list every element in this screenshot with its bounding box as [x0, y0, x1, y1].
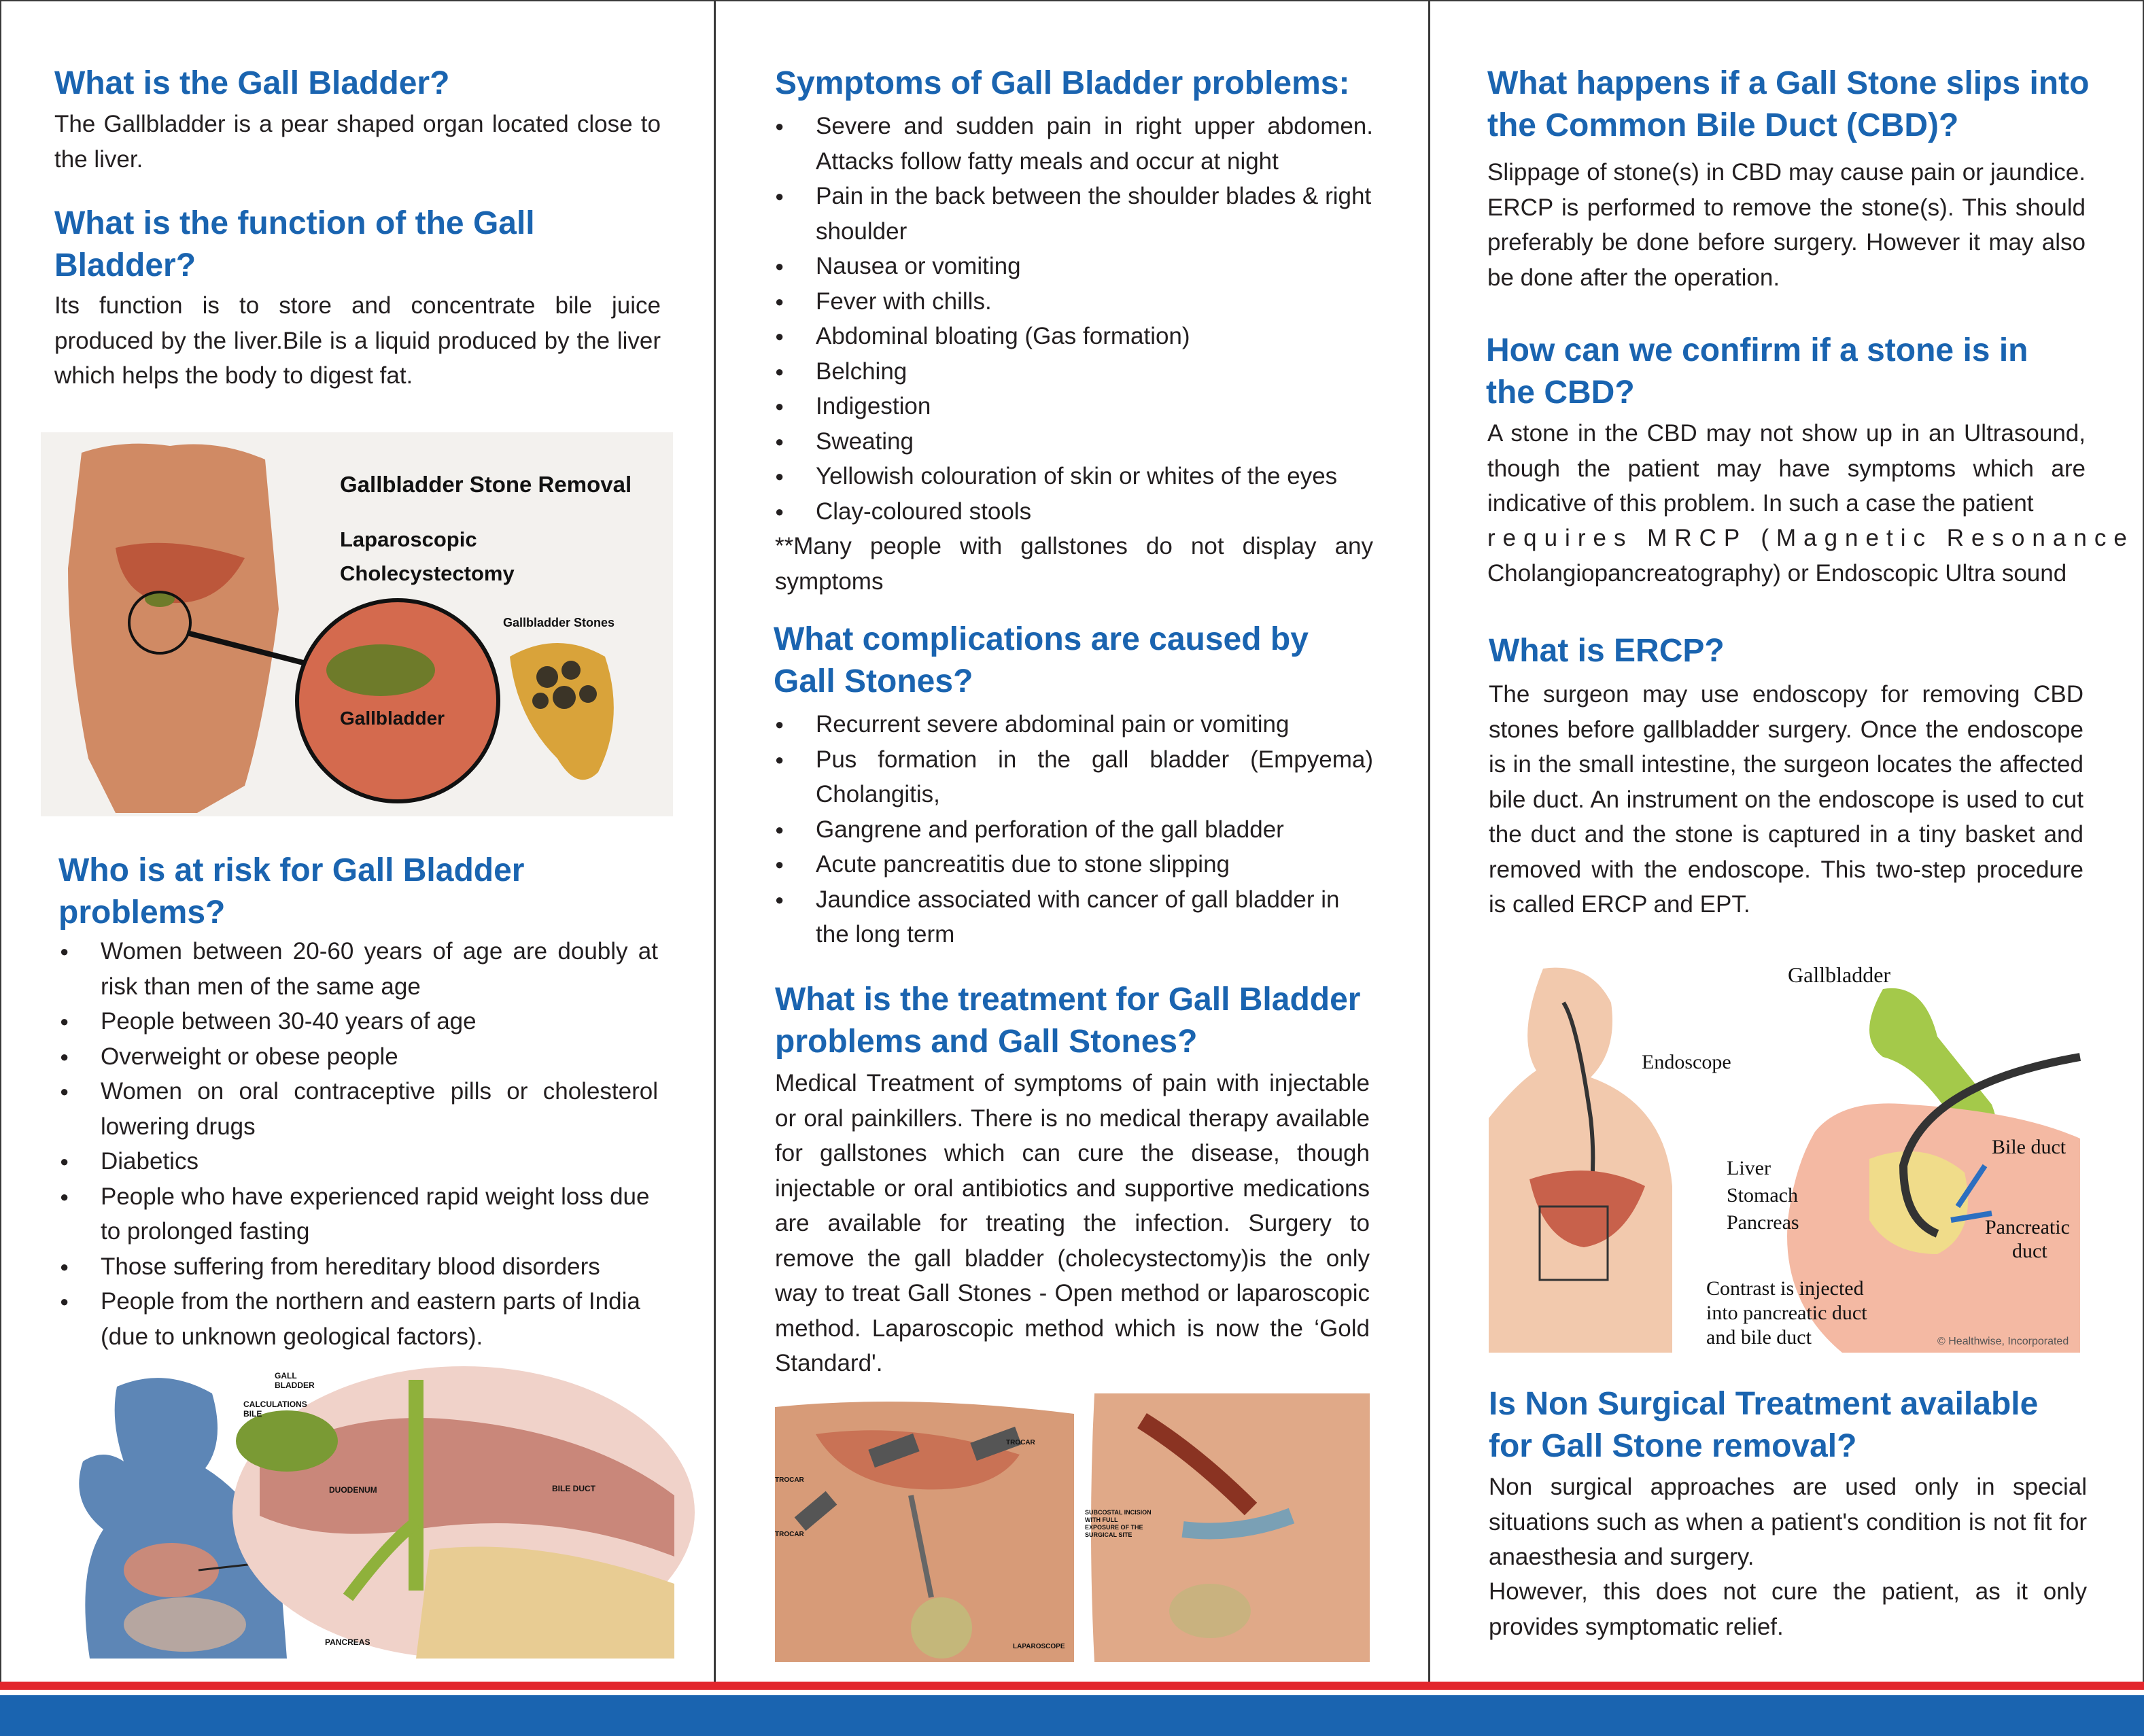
- list-item: ● Clay-coloured stools: [775, 494, 1373, 530]
- label-bile-duct: BILE DUCT: [552, 1484, 595, 1493]
- heading-non-surgical: Is Non Surgical Treatment available for Gall Stone removal?: [1489, 1386, 2039, 1464]
- label-trocar-3: TROCAR: [775, 1531, 804, 1538]
- footer-white-gap: [0, 1690, 2144, 1695]
- ercp-procedure-illustration: [1489, 962, 2087, 1353]
- heading-cbd-slip: What happens if a Gall Stone slips into the Common Bile Duct (CBD)?: [1487, 65, 2090, 143]
- answer-treatment: Medical Treatment of symptoms of pain with injectable or oral painkillers. There is no medical therapy available for gallstones which can cure the disease, though injectable or oral antibiotics and supportive medications are available for treating the infection. Surgery to remove the gall bladder (cholecystectomy)is the only way to treat Gall Stones - Open method or laparoscopic method. Laparoscopic method which is now the ‘Gold Standard'.: [775, 1070, 1370, 1376]
- list-item: ● Severe and sudden pain in right upper abdomen. Attacks follow fatty meals and occur at night: [775, 109, 1373, 179]
- panel-divider-right: [1428, 0, 1430, 1736]
- label-liver: Liver: [1727, 1157, 1771, 1179]
- label-trocar-2: TROCAR: [775, 1476, 804, 1484]
- list-item: ● Women between 20-60 years of age are doubly at risk than men of the same age: [60, 934, 658, 1004]
- list-item: ● Those suffering from hereditary blood disorders: [60, 1249, 658, 1285]
- answer-cbd-slip: Slippage of stone(s) in CBD may cause pain or jaundice. ERCP is performed to remove the stone(s). This should preferably be done before surgery. However it may also be done after the operation.: [1487, 159, 2086, 291]
- label-pancreas: Pancreas: [1727, 1211, 1799, 1234]
- answer-non-surgical-1: Non surgical approaches are used only in special situations such as when a patient's condition is not fit for anaesthesia and surgery.: [1489, 1474, 2087, 1570]
- label-gall: GALL: [275, 1371, 297, 1381]
- list-item: ● People who have experienced rapid weight loss due to prolonged fasting: [60, 1179, 658, 1249]
- list-item: ● Abdominal bloating (Gas formation): [775, 319, 1373, 354]
- heading-complications: What complications are caused by Gall Stones?: [774, 621, 1309, 699]
- answer-confirm-cbd-2: requires MRCP (Magnetic Resonance: [1487, 525, 2134, 551]
- list-item: ● Overweight or obese people: [60, 1039, 658, 1075]
- list-item: ● Sweating: [775, 424, 1373, 459]
- heading-who-at-risk: Who is at risk for Gall Bladder problems?: [58, 852, 525, 931]
- list-item: ● Fever with chills.: [775, 284, 1373, 319]
- risk-list: [60, 934, 658, 1354]
- answer-what-is-gallbladder: The Gallbladder is a pear shaped organ located close to the liver.: [54, 111, 661, 173]
- heading-treatment: What is the treatment for Gall Bladder problems and Gall Stones?: [775, 982, 1361, 1060]
- list-item: ● Pain in the back between the shoulder blades & right shoulder: [775, 179, 1373, 249]
- figure-title: Gallbladder Stone Removal: [340, 472, 632, 497]
- list-item: ● Acute pancreatitis due to stone slipping: [775, 847, 1373, 882]
- gallbladder-label: Gallbladder: [340, 708, 445, 729]
- stones-label: Gallbladder Stones: [503, 616, 615, 629]
- answer-function: Its function is to store and concentrate bile juice produced by the liver.Bile is a liquid produced by the liver which helps the body to digest fat.: [54, 292, 661, 389]
- panel-divider-left: [714, 0, 716, 1736]
- symptoms-list: [775, 109, 1373, 529]
- answer-what-is-ercp: The surgeon may use endoscopy for removing CBD stones before gallbladder surgery. Once the endoscope is in the small intestine, the surgeon locates the affected bile duct. An instrument on the endoscope is used to cut the duct and the stone is captured in a tiny basket and removed with the endoscope. This two-step procedure is called ERCP and EPT.: [1489, 681, 2084, 918]
- surgery-methods-illustration: [775, 1393, 1370, 1662]
- label-credit: © Healthwise, Incorporated: [1937, 1336, 2069, 1347]
- answer-confirm-cbd-1: A stone in the CBD may not show up in an Ultrasound, though the patient may have symptoms which are indicative of this problem. In such a case the patient: [1487, 420, 2086, 517]
- list-item: ● Diabetics: [60, 1144, 658, 1179]
- gallbladder-anatomy-illustration: [63, 1366, 695, 1659]
- footer-blue-band: [0, 1695, 2144, 1736]
- answer-non-surgical-2: However, this does not cure the patient, as it only provides symptomatic relief.: [1489, 1578, 2087, 1640]
- symptoms-note: **Many people with gallstones do not display any symptoms: [775, 533, 1373, 595]
- list-item: ● Recurrent severe abdominal pain or vomiting: [775, 707, 1373, 742]
- label-trocar-1: TROCAR: [1006, 1439, 1035, 1446]
- label-subcostal-incision: SUBCOSTAL INCISION WITH FULL EXPOSURE OF THE SURGICAL SITE: [1085, 1509, 1152, 1538]
- label-pancreatic: Pancreatic: [1985, 1216, 2070, 1238]
- label-bladder: BLADDER: [275, 1381, 315, 1390]
- list-item: ● People between 30-40 years of age: [60, 1004, 658, 1039]
- label-gallbladder: Gallbladder: [1788, 962, 1891, 987]
- label-contrast-2: into pancreatic duct: [1706, 1302, 1867, 1324]
- label-contrast-1: Contrast is injected: [1706, 1277, 1864, 1300]
- heading-confirm-cbd: How can we confirm if a stone is in the CBD?: [1486, 332, 2028, 411]
- laparoscopic-cholecystectomy-illustration: [41, 432, 673, 816]
- list-item: ● Nausea or vomiting: [775, 249, 1373, 284]
- label-contrast-3: and bile duct: [1706, 1326, 1812, 1349]
- label-laparoscope: LAPAROSCOPE: [1013, 1643, 1065, 1650]
- complications-list: [775, 707, 1373, 952]
- label-duct: duct: [2012, 1240, 2047, 1262]
- list-item: ● Women on oral contraceptive pills or cholesterol lowering drugs: [60, 1074, 658, 1144]
- heading-what-is-gallbladder: What is the Gall Bladder?: [54, 65, 450, 101]
- list-item: ● Jaundice associated with cancer of gall bladder in the long term: [775, 882, 1373, 952]
- heading-function: What is the function of the Gall Bladder?: [54, 205, 535, 283]
- label-pancreas: PANCREAS: [325, 1637, 370, 1647]
- figure-subtitle-1: Laparoscopic: [340, 527, 477, 551]
- label-endoscope: Endoscope: [1642, 1051, 1731, 1073]
- heading-what-is-ercp: What is ERCP?: [1489, 633, 1725, 669]
- label-duodenum: DUODENUM: [329, 1485, 377, 1495]
- heading-symptoms: Symptoms of Gall Bladder problems:: [775, 65, 1350, 101]
- list-item: ● People from the northern and eastern parts of India (due to unknown geological factors).: [60, 1284, 658, 1354]
- label-stomach: Stomach: [1727, 1184, 1798, 1206]
- label-bile: BILE: [243, 1409, 262, 1419]
- label-bile-duct: Bile duct: [1992, 1136, 2067, 1158]
- label-calculations: CALCULATIONS: [243, 1400, 307, 1409]
- footer-red-stripe: [0, 1682, 2144, 1690]
- list-item: ● Indigestion: [775, 389, 1373, 424]
- list-item: ● Belching: [775, 354, 1373, 389]
- list-item: ● Pus formation in the gall bladder (Empyema) Cholangitis,: [775, 742, 1373, 812]
- list-item: ● Yellowish colouration of skin or whites of the eyes: [775, 459, 1373, 494]
- list-item: ● Gangrene and perforation of the gall bladder: [775, 812, 1373, 848]
- figure-subtitle-2: Cholecystectomy: [340, 561, 515, 585]
- answer-confirm-cbd-3: Cholangiopancreatography) or Endoscopic Ultra sound: [1487, 560, 2067, 587]
